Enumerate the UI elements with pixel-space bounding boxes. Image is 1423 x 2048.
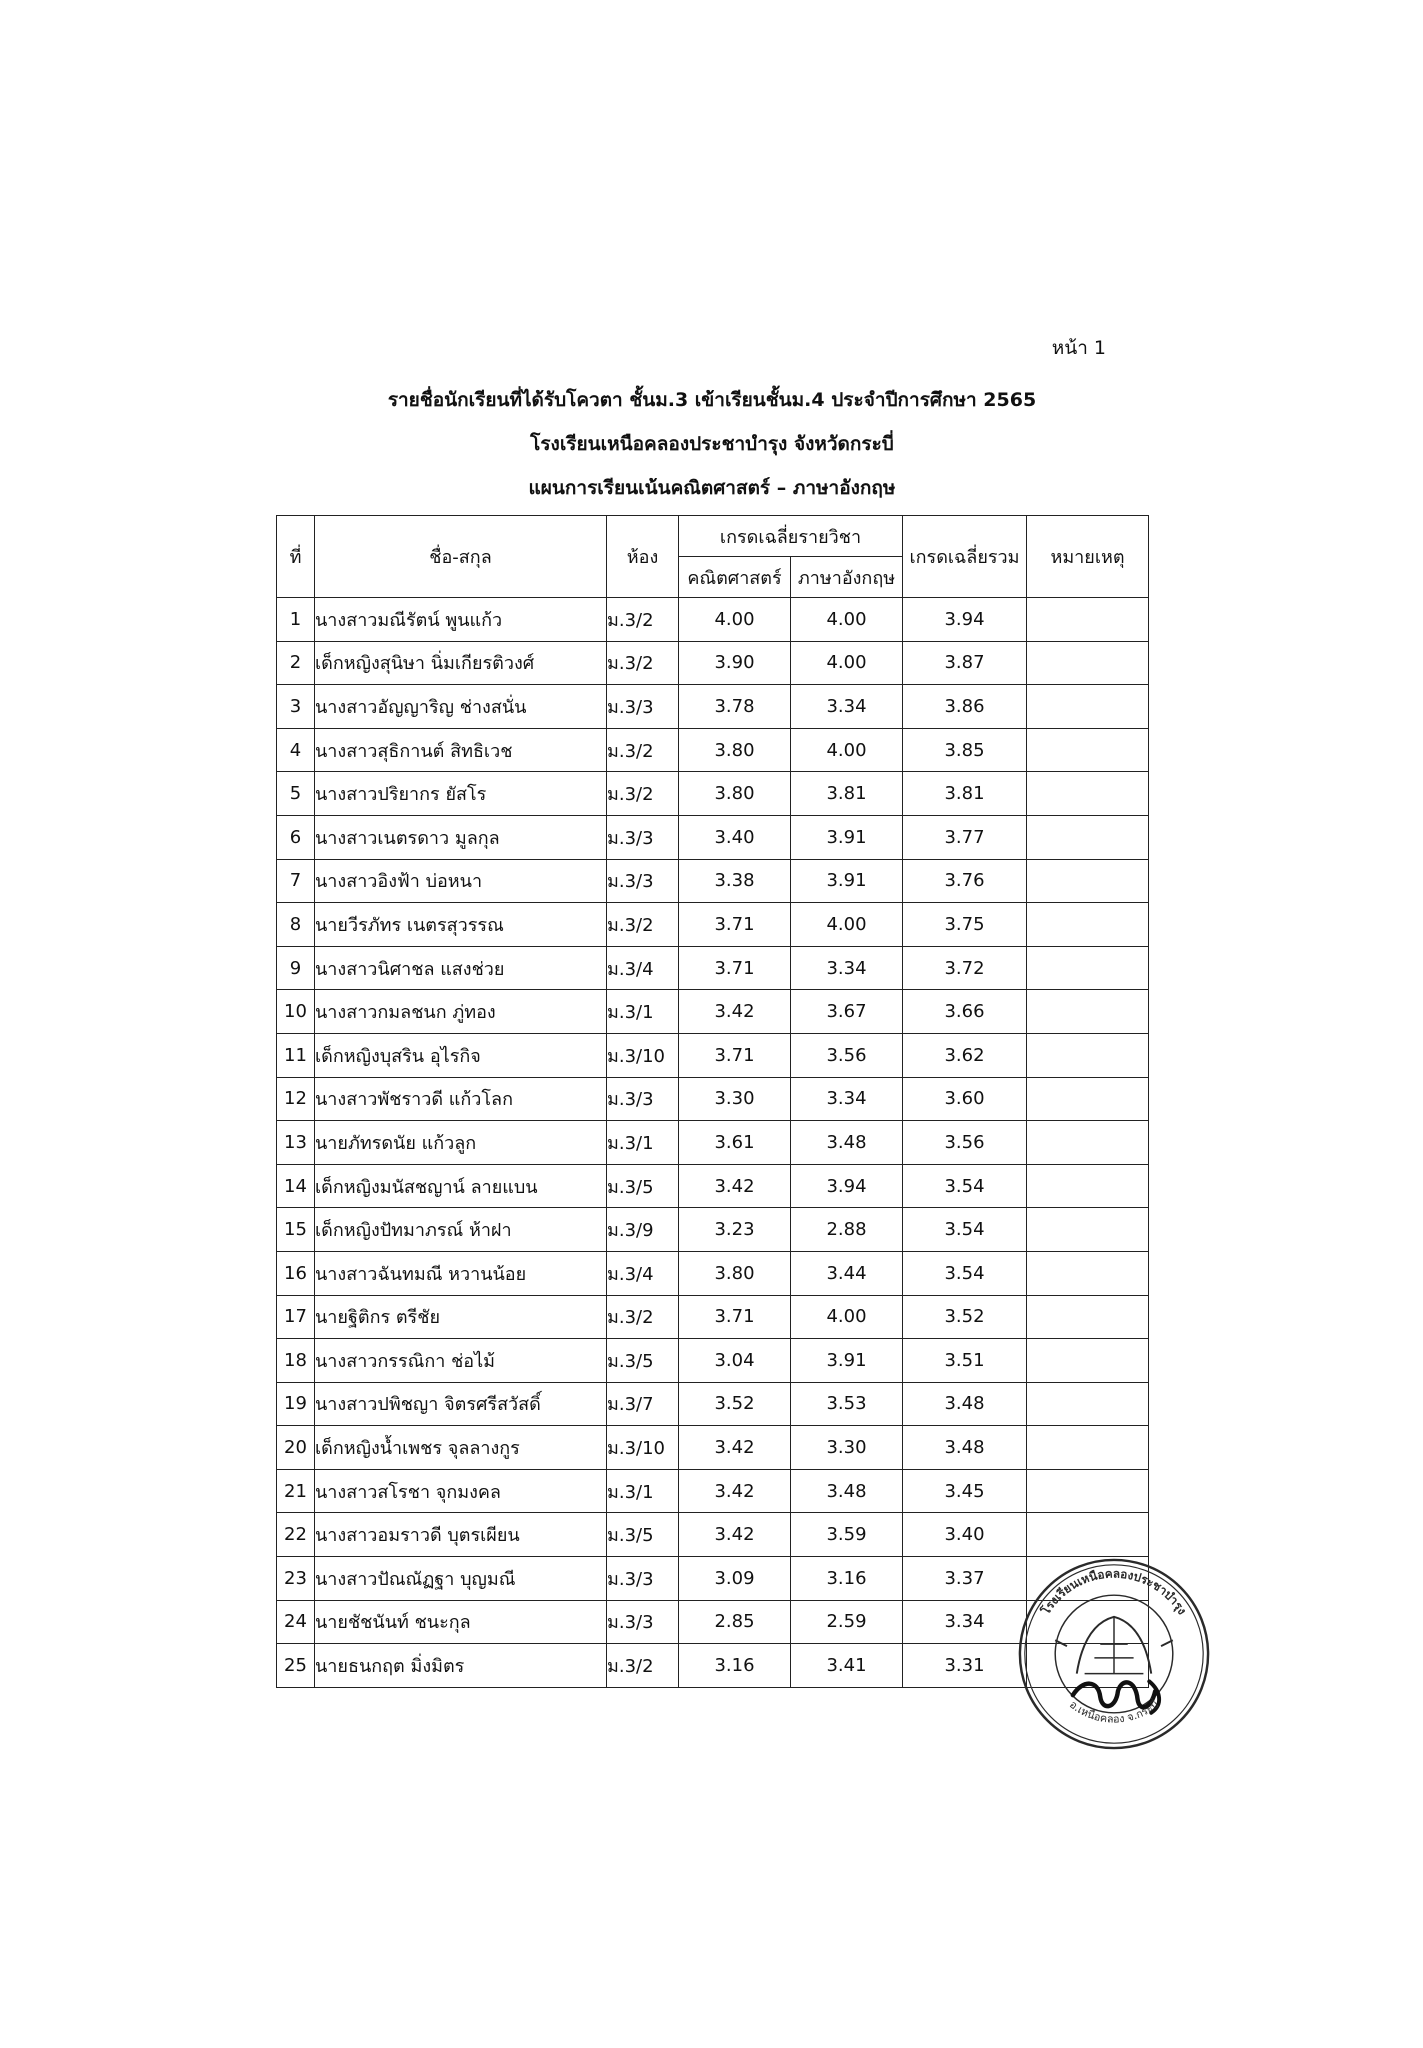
cell-room: ม.3/10	[607, 1033, 679, 1077]
cell-math: 3.71	[679, 903, 791, 947]
cell-no: 18	[277, 1339, 315, 1383]
cell-math: 3.42	[679, 1164, 791, 1208]
table-row	[277, 1339, 1149, 1383]
cell-name: นางสาวสโรชา จุกมงคล	[315, 1469, 607, 1513]
cell-room: ม.3/2	[607, 1644, 679, 1688]
document-title-block	[276, 378, 1148, 510]
table-row	[277, 946, 1149, 990]
table-row	[277, 1033, 1149, 1077]
cell-math: 3.80	[679, 728, 791, 772]
cell-no: 20	[277, 1426, 315, 1470]
cell-no: 16	[277, 1251, 315, 1295]
cell-math: 3.38	[679, 859, 791, 903]
cell-overall: 3.45	[903, 1469, 1027, 1513]
cell-room: ม.3/4	[607, 946, 679, 990]
cell-room: ม.3/3	[607, 1557, 679, 1601]
cell-room: ม.3/2	[607, 598, 679, 642]
cell-no: 11	[277, 1033, 315, 1077]
cell-overall: 3.37	[903, 1557, 1027, 1601]
cell-room: ม.3/2	[607, 641, 679, 685]
cell-name: นางสาวปัณณัฏฐา บุญมณี	[315, 1557, 607, 1601]
cell-name: นางสาวฉันทมณี หวานน้อย	[315, 1251, 607, 1295]
cell-english: 3.34	[791, 685, 903, 729]
cell-room: ม.3/2	[607, 772, 679, 816]
cell-overall: 3.87	[903, 641, 1027, 685]
cell-math: 3.78	[679, 685, 791, 729]
cell-remark	[1027, 903, 1149, 947]
cell-math: 3.16	[679, 1644, 791, 1688]
cell-math: 3.71	[679, 946, 791, 990]
page-number: หน้า 1	[1051, 337, 1106, 359]
cell-overall: 3.72	[903, 946, 1027, 990]
cell-overall: 3.40	[903, 1513, 1027, 1557]
cell-math: 3.04	[679, 1339, 791, 1383]
table-row	[277, 1382, 1149, 1426]
cell-no: 2	[277, 641, 315, 685]
cell-room: ม.3/2	[607, 728, 679, 772]
cell-no: 21	[277, 1469, 315, 1513]
cell-no: 5	[277, 772, 315, 816]
cell-remark	[1027, 1469, 1149, 1513]
cell-english: 3.53	[791, 1382, 903, 1426]
cell-name: นางสาวเนตรดาว มูลกุล	[315, 815, 607, 859]
cell-english: 3.41	[791, 1644, 903, 1688]
header-no: ที่	[277, 516, 315, 598]
cell-room: ม.3/5	[607, 1339, 679, 1383]
cell-overall: 3.48	[903, 1382, 1027, 1426]
cell-math: 3.71	[679, 1295, 791, 1339]
cell-math: 3.80	[679, 1251, 791, 1295]
cell-name: นางสาวกมลชนก ภู่ทอง	[315, 990, 607, 1034]
cell-no: 23	[277, 1557, 315, 1601]
cell-remark	[1027, 990, 1149, 1034]
table-row	[277, 815, 1149, 859]
cell-overall: 3.62	[903, 1033, 1027, 1077]
cell-room: ม.3/5	[607, 1513, 679, 1557]
table-row	[277, 1426, 1149, 1470]
cell-no: 24	[277, 1600, 315, 1644]
table-row	[277, 903, 1149, 947]
cell-math: 2.85	[679, 1600, 791, 1644]
cell-english: 2.59	[791, 1600, 903, 1644]
cell-english: 4.00	[791, 641, 903, 685]
table-row	[277, 859, 1149, 903]
cell-remark	[1027, 1208, 1149, 1252]
cell-remark	[1027, 815, 1149, 859]
cell-english: 3.48	[791, 1121, 903, 1165]
cell-name: เด็กหญิงมนัสชญาน์ ลายแบน	[315, 1164, 607, 1208]
cell-math: 3.80	[679, 772, 791, 816]
cell-no: 7	[277, 859, 315, 903]
cell-english: 3.59	[791, 1513, 903, 1557]
cell-no: 15	[277, 1208, 315, 1252]
cell-name: นายวีรภัทร เนตรสุวรรณ	[315, 903, 607, 947]
cell-remark	[1027, 728, 1149, 772]
cell-remark	[1027, 946, 1149, 990]
cell-english: 2.88	[791, 1208, 903, 1252]
cell-math: 4.00	[679, 598, 791, 642]
table-row	[277, 1469, 1149, 1513]
cell-overall: 3.51	[903, 1339, 1027, 1383]
cell-remark	[1027, 598, 1149, 642]
cell-remark	[1027, 685, 1149, 729]
cell-remark	[1027, 641, 1149, 685]
cell-overall: 3.94	[903, 598, 1027, 642]
cell-overall: 3.86	[903, 685, 1027, 729]
cell-no: 19	[277, 1382, 315, 1426]
seal-top-text: โรงเรียนเหนือคลองประชาบำรุง	[1038, 1566, 1190, 1618]
cell-math: 3.09	[679, 1557, 791, 1601]
cell-overall: 3.85	[903, 728, 1027, 772]
cell-room: ม.3/1	[607, 1469, 679, 1513]
cell-remark	[1027, 859, 1149, 903]
cell-name: นางสาวพัชราวดี แก้วโลก	[315, 1077, 607, 1121]
header-subject-average: เกรดเฉลี่ยรายวิชา	[679, 516, 903, 557]
cell-name: เด็กหญิงบุสริน อุไรกิจ	[315, 1033, 607, 1077]
cell-room: ม.3/3	[607, 859, 679, 903]
cell-math: 3.42	[679, 1513, 791, 1557]
table-row	[277, 1077, 1149, 1121]
cell-english: 3.44	[791, 1251, 903, 1295]
table-row	[277, 772, 1149, 816]
cell-math: 3.23	[679, 1208, 791, 1252]
cell-name: นางสาวมณีรัตน์ พูนแก้ว	[315, 598, 607, 642]
table-row	[277, 728, 1149, 772]
cell-name: นายธนกฤต มิ่งมิตร	[315, 1644, 607, 1688]
cell-no: 12	[277, 1077, 315, 1121]
cell-english: 4.00	[791, 728, 903, 772]
cell-overall: 3.54	[903, 1208, 1027, 1252]
school-name-line: โรงเรียนเหนือคลองประชาบำรุง จังหวัดกระบี่	[530, 433, 894, 455]
cell-no: 22	[277, 1513, 315, 1557]
cell-room: ม.3/2	[607, 903, 679, 947]
cell-no: 13	[277, 1121, 315, 1165]
cell-room: ม.3/7	[607, 1382, 679, 1426]
cell-no: 1	[277, 598, 315, 642]
cell-math: 3.90	[679, 641, 791, 685]
cell-remark	[1027, 1295, 1149, 1339]
header-name: ชื่อ-สกุล	[315, 516, 607, 598]
cell-english: 3.48	[791, 1469, 903, 1513]
cell-name: เด็กหญิงปัทมาภรณ์ ห้าฝา	[315, 1208, 607, 1252]
cell-overall: 3.52	[903, 1295, 1027, 1339]
cell-no: 8	[277, 903, 315, 947]
header-math: คณิตศาสตร์	[679, 557, 791, 598]
cell-overall: 3.31	[903, 1644, 1027, 1688]
cell-name: นางสาวกรรณิกา ช่อไม้	[315, 1339, 607, 1383]
cell-remark	[1027, 772, 1149, 816]
cell-name: นางสาวอมราวดี บุตรเผียน	[315, 1513, 607, 1557]
cell-name: นางสาวสุธิกานต์ สิทธิเวช	[315, 728, 607, 772]
cell-name: นางสาวปพิชญา จิตรศรีสวัสดิ์	[315, 1382, 607, 1426]
cell-math: 3.42	[679, 1469, 791, 1513]
cell-english: 3.30	[791, 1426, 903, 1470]
cell-overall: 3.81	[903, 772, 1027, 816]
cell-name: นางสาวอัญญาริญ ช่างสนั่น	[315, 685, 607, 729]
cell-room: ม.3/5	[607, 1164, 679, 1208]
table-row	[277, 685, 1149, 729]
cell-name: เด็กหญิงสุนิษา นิ่มเกียรติวงศ์	[315, 641, 607, 685]
cell-room: ม.3/3	[607, 1600, 679, 1644]
table-row	[277, 1121, 1149, 1165]
student-grades-table	[276, 515, 1149, 1688]
cell-english: 3.16	[791, 1557, 903, 1601]
table-row	[277, 1295, 1149, 1339]
cell-no: 3	[277, 685, 315, 729]
cell-overall: 3.75	[903, 903, 1027, 947]
cell-remark	[1027, 1121, 1149, 1165]
cell-room: ม.3/3	[607, 685, 679, 729]
cell-overall: 3.76	[903, 859, 1027, 903]
header-room: ห้อง	[607, 516, 679, 598]
cell-english: 3.91	[791, 1339, 903, 1383]
cell-overall: 3.54	[903, 1251, 1027, 1295]
cell-remark	[1027, 1164, 1149, 1208]
cell-room: ม.3/3	[607, 815, 679, 859]
cell-room: ม.3/1	[607, 1121, 679, 1165]
cell-english: 3.34	[791, 1077, 903, 1121]
cell-name: นางสาวอิงฟ้า บ่อหนา	[315, 859, 607, 903]
header-remark: หมายเหตุ	[1027, 516, 1149, 598]
cell-english: 3.91	[791, 859, 903, 903]
cell-overall: 3.34	[903, 1600, 1027, 1644]
cell-name: นางสาวปริยากร ยัสโร	[315, 772, 607, 816]
cell-overall: 3.48	[903, 1426, 1027, 1470]
seal-bottom-text: อ.เหนือคลอง จ.กระบี่	[1067, 1697, 1161, 1726]
cell-remark	[1027, 1251, 1149, 1295]
cell-name: นายฐิติกร ตรีชัย	[315, 1295, 607, 1339]
header-english: ภาษาอังกฤษ	[791, 557, 903, 598]
cell-no: 17	[277, 1295, 315, 1339]
cell-english: 3.56	[791, 1033, 903, 1077]
cell-english: 4.00	[791, 903, 903, 947]
cell-remark	[1027, 1382, 1149, 1426]
table-row	[277, 641, 1149, 685]
cell-math: 3.52	[679, 1382, 791, 1426]
cell-remark	[1027, 1339, 1149, 1383]
cell-overall: 3.66	[903, 990, 1027, 1034]
cell-no: 10	[277, 990, 315, 1034]
cell-room: ม.3/3	[607, 1077, 679, 1121]
cell-overall: 3.54	[903, 1164, 1027, 1208]
table-row	[277, 1513, 1149, 1557]
cell-english: 3.91	[791, 815, 903, 859]
cell-room: ม.3/10	[607, 1426, 679, 1470]
cell-english: 4.00	[791, 1295, 903, 1339]
cell-english: 3.34	[791, 946, 903, 990]
cell-remark	[1027, 1033, 1149, 1077]
table-row	[277, 1164, 1149, 1208]
cell-math: 3.30	[679, 1077, 791, 1121]
cell-math: 3.42	[679, 990, 791, 1034]
table-row	[277, 1208, 1149, 1252]
cell-overall: 3.56	[903, 1121, 1027, 1165]
study-plan-line: แผนการเรียนเน้นคณิตศาสตร์ – ภาษาอังกฤษ	[528, 477, 896, 499]
cell-math: 3.71	[679, 1033, 791, 1077]
table-body	[277, 598, 1149, 1688]
cell-room: ม.3/1	[607, 990, 679, 1034]
table-row	[277, 1251, 1149, 1295]
cell-no: 4	[277, 728, 315, 772]
cell-math: 3.42	[679, 1426, 791, 1470]
cell-name: นางสาวนิศาชล แสงช่วย	[315, 946, 607, 990]
cell-no: 6	[277, 815, 315, 859]
cell-english: 3.94	[791, 1164, 903, 1208]
cell-no: 9	[277, 946, 315, 990]
cell-room: ม.3/9	[607, 1208, 679, 1252]
cell-english: 3.81	[791, 772, 903, 816]
cell-name: นายภัทรดนัย แก้วลูก	[315, 1121, 607, 1165]
cell-no: 25	[277, 1644, 315, 1688]
header-overall-average: เกรดเฉลี่ยรวม	[903, 516, 1027, 598]
cell-remark	[1027, 1077, 1149, 1121]
cell-math: 3.40	[679, 815, 791, 859]
table-row	[277, 990, 1149, 1034]
cell-overall: 3.60	[903, 1077, 1027, 1121]
school-seal-stamp	[1016, 1556, 1212, 1752]
cell-remark	[1027, 1513, 1149, 1557]
cell-english: 4.00	[791, 598, 903, 642]
cell-name: เด็กหญิงน้ำเพชร จุลลางกูร	[315, 1426, 607, 1470]
cell-math: 3.61	[679, 1121, 791, 1165]
table-row	[277, 598, 1149, 642]
cell-remark	[1027, 1426, 1149, 1470]
cell-room: ม.3/2	[607, 1295, 679, 1339]
cell-english: 3.67	[791, 990, 903, 1034]
cell-no: 14	[277, 1164, 315, 1208]
cell-room: ม.3/4	[607, 1251, 679, 1295]
cell-name: นายชัชนันท์ ชนะกุล	[315, 1600, 607, 1644]
title-line: รายชื่อนักเรียนที่ได้รับโควตา ชั้นม.3 เข้าเรียนชั้นม.4 ประจำปีการศึกษา 2565	[387, 389, 1037, 411]
cell-overall: 3.77	[903, 815, 1027, 859]
